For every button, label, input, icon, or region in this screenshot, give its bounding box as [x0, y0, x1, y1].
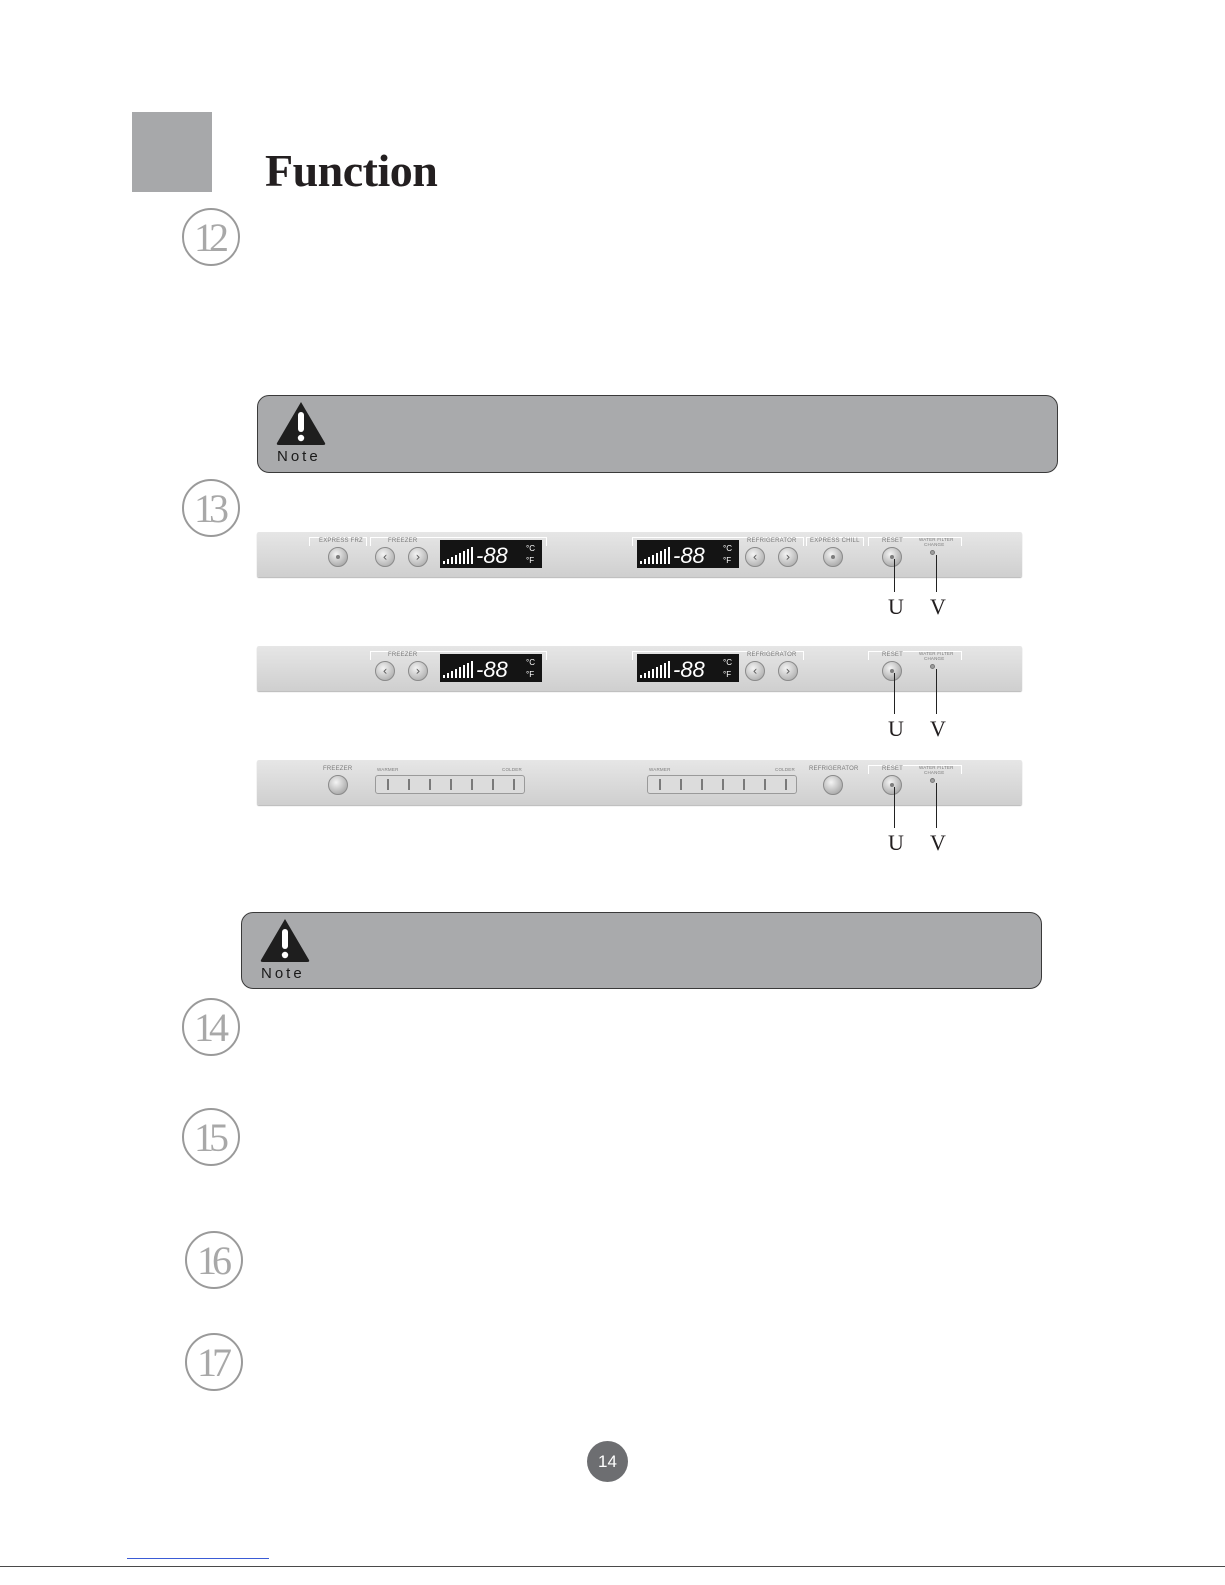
- control-panel-standard: [257, 646, 1022, 691]
- unit-f: °F: [723, 670, 732, 679]
- freezer-display: [440, 654, 542, 682]
- express-chill-button[interactable]: [823, 547, 843, 567]
- freezer-label: FREEZER: [388, 652, 418, 658]
- note-box: [241, 912, 1042, 989]
- section-number-17: 17: [185, 1333, 243, 1391]
- refrigerator-decrease-button[interactable]: ‹: [745, 661, 765, 681]
- freezer-label: FREEZER: [388, 538, 418, 544]
- unit-c: °C: [526, 658, 535, 667]
- water-filter-indicator: [930, 778, 935, 783]
- unit-f: °F: [723, 556, 732, 565]
- warmer-label: WARMER: [377, 767, 399, 772]
- display-value: -88: [673, 657, 705, 682]
- page-number: 14: [587, 1441, 628, 1482]
- express-chill-label: EXPRESS CHILL: [810, 538, 860, 544]
- section-number-12: 12: [182, 208, 240, 266]
- display-value: -88: [476, 543, 508, 568]
- section-number-14: 14: [182, 998, 240, 1056]
- freezer-decrease-button[interactable]: ‹: [375, 661, 395, 681]
- change-label: CHANGE: [924, 542, 945, 547]
- freezer-decrease-button[interactable]: ‹: [375, 547, 395, 567]
- control-panel-slider: [257, 760, 1022, 805]
- section-number-15: 15: [182, 1108, 240, 1166]
- footer-link-underline: [127, 1558, 269, 1559]
- water-filter-indicator: [930, 664, 935, 669]
- unit-f: °F: [526, 670, 535, 679]
- section-header-square: [132, 112, 212, 192]
- section-number-16: 16: [185, 1231, 243, 1289]
- unit-c: °C: [723, 658, 732, 667]
- freezer-display: [440, 540, 542, 568]
- freezer-increase-button[interactable]: ›: [408, 661, 428, 681]
- freezer-increase-button[interactable]: ›: [408, 547, 428, 567]
- change-label: CHANGE: [924, 656, 945, 661]
- unit-c: °C: [723, 544, 732, 553]
- freezer-label: FREEZER: [323, 766, 353, 772]
- unit-c: °C: [526, 544, 535, 553]
- reset-label: RESET: [882, 538, 904, 544]
- change-label: CHANGE: [924, 770, 945, 775]
- express-frz-button[interactable]: [328, 547, 348, 567]
- callout-v: V: [930, 716, 946, 741]
- refrigerator-button[interactable]: [823, 775, 843, 795]
- refrigerator-decrease-button[interactable]: ‹: [745, 547, 765, 567]
- warning-icon: [275, 400, 327, 446]
- callout-line-v: [936, 669, 937, 714]
- warning-icon: [259, 917, 311, 963]
- water-filter-label: WATER FILTER: [919, 537, 954, 542]
- water-filter-label: WATER FILTER: [919, 765, 954, 770]
- callout-line-v: [936, 783, 937, 828]
- colder-label: COLDER: [502, 767, 522, 772]
- refrigerator-label: REFRIGERATOR: [809, 766, 859, 772]
- refrigerator-increase-button[interactable]: ›: [778, 661, 798, 681]
- water-filter-label: WATER FILTER: [919, 651, 954, 656]
- note-label: Note: [277, 448, 321, 465]
- control-panel-express: [257, 532, 1022, 577]
- callout-line-u: [894, 559, 895, 592]
- section-number-13: 13: [182, 479, 240, 537]
- callout-u: U: [888, 716, 904, 741]
- note-label: Note: [261, 965, 305, 982]
- display-value: -88: [476, 657, 508, 682]
- colder-label: COLDER: [775, 767, 795, 772]
- callout-line-v: [936, 555, 937, 592]
- warmer-label: WARMER: [649, 767, 671, 772]
- refrigerator-temp-slider[interactable]: [647, 775, 797, 794]
- display-value: -88: [673, 543, 705, 568]
- refrigerator-label: REFRIGERATOR: [747, 538, 797, 544]
- reset-label: RESET: [882, 652, 904, 658]
- freezer-button[interactable]: [328, 775, 348, 795]
- callout-u: U: [888, 830, 904, 855]
- reset-button[interactable]: [882, 547, 902, 567]
- page-title: Function: [265, 145, 438, 196]
- callout-line-u: [894, 787, 895, 828]
- unit-f: °F: [526, 556, 535, 565]
- reset-label: RESET: [882, 766, 904, 772]
- callout-v: V: [930, 830, 946, 855]
- water-filter-indicator: [930, 550, 935, 555]
- footer-rule: [0, 1566, 1225, 1567]
- freezer-temp-slider[interactable]: [375, 775, 525, 794]
- callout-v: V: [930, 594, 946, 619]
- refrigerator-increase-button[interactable]: ›: [778, 547, 798, 567]
- reset-button[interactable]: [882, 661, 902, 681]
- callout-line-u: [894, 673, 895, 714]
- reset-button[interactable]: [882, 775, 902, 795]
- callout-u: U: [888, 594, 904, 619]
- express-frz-label: EXPRESS FRZ: [319, 538, 363, 544]
- note-box: [257, 395, 1058, 473]
- refrigerator-label: REFRIGERATOR: [747, 652, 797, 658]
